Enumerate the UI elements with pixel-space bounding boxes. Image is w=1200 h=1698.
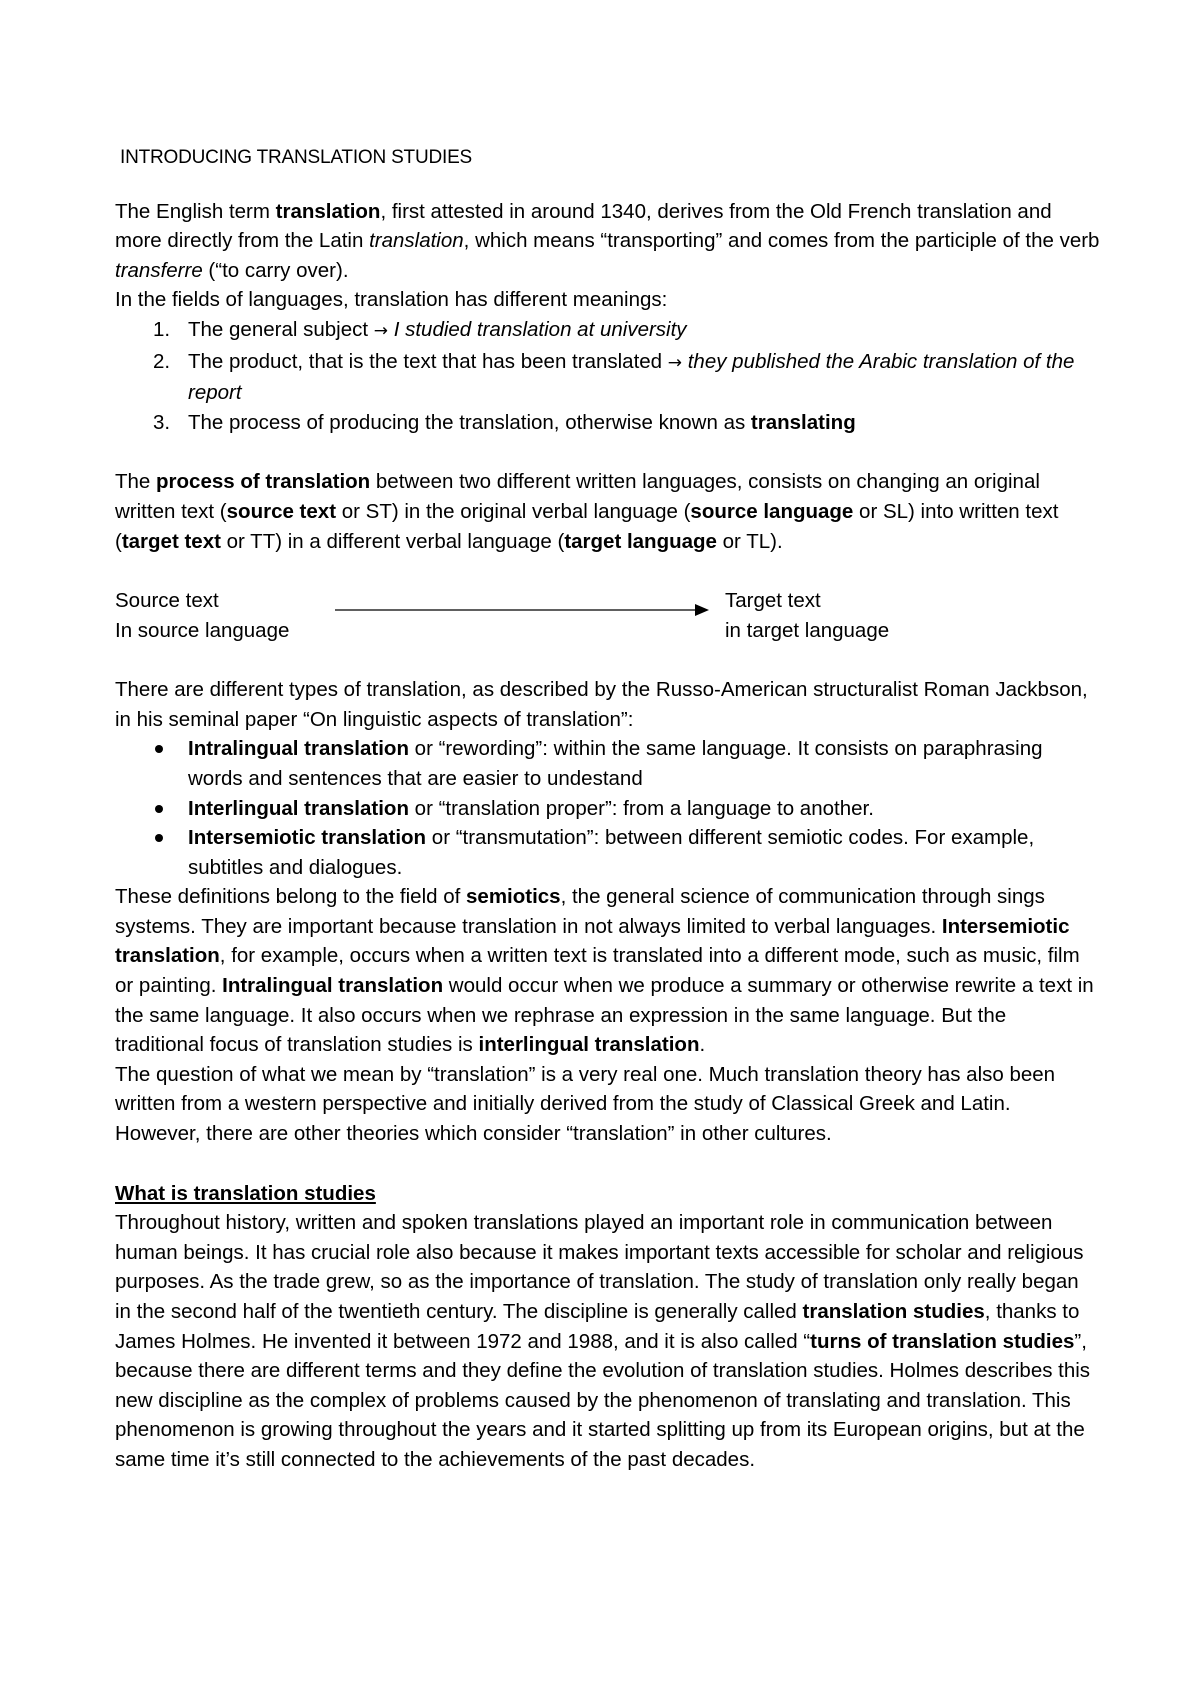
- meanings-list: [115, 315, 1100, 437]
- text-run: The: [115, 470, 157, 494]
- text-run: , first attested in around 1340, derives from the Old French translation and more directly from the Latin: [115, 199, 1052, 253]
- text-run: (“to carry over).: [202, 258, 349, 282]
- bold-term: Intralingual translation: [222, 974, 444, 998]
- list-text: The process of producing the translation, otherwise known as: [188, 410, 751, 434]
- italic-term: translation: [369, 229, 464, 253]
- text-run: , the general science of communication through sings systems. They are important because translation in not always limited to verbal languages.: [115, 885, 1045, 938]
- bold-term: translation: [275, 199, 381, 223]
- bullet-icon: [155, 805, 163, 813]
- document-body: [115, 143, 1100, 1475]
- bold-term: source language: [690, 499, 854, 523]
- list-text: or “transmutation”: between different semiotic codes. For example, subtitles and dialogues.: [188, 826, 1035, 879]
- spacer: [115, 1149, 1100, 1179]
- paragraph-semiotics: [115, 882, 1100, 1060]
- diagram-target: [725, 586, 889, 645]
- list-item: [115, 408, 1100, 438]
- text-run: or ST) in the original verbal language (: [336, 499, 691, 523]
- diagram-source: [115, 586, 289, 645]
- paragraph-history: [115, 1208, 1100, 1474]
- arrow-right-icon: →: [667, 352, 683, 373]
- source-text-label: Source text: [115, 589, 219, 613]
- text-run: , for example, occurs when a written text is translated into a different mode, such as music, film or painting.: [115, 944, 1080, 998]
- list-item: [115, 347, 1100, 408]
- spacer: [115, 556, 1100, 586]
- bold-term: target language: [564, 529, 717, 553]
- list-item: [115, 823, 1100, 882]
- bold-term: Intersemiotic translation: [115, 914, 1070, 968]
- bold-term: process of translation: [156, 470, 371, 494]
- bold-term: translation studies: [802, 1300, 985, 1323]
- arrow-head: [695, 604, 709, 616]
- text-run: .: [699, 1033, 706, 1057]
- bold-term: semiotics: [466, 885, 561, 909]
- example-text: I studied translation at university: [388, 317, 687, 341]
- target-language-label: in target language: [725, 618, 890, 642]
- types-list: [115, 734, 1100, 882]
- bold-term: source text: [226, 499, 337, 523]
- spacer: [115, 437, 1100, 467]
- text-run: or SL) into written text (: [115, 499, 1059, 553]
- bold-term: translating: [750, 410, 856, 434]
- bold-term: target text: [121, 529, 221, 553]
- bold-term: Interlingual translation: [188, 796, 409, 820]
- source-language-label: In source language: [115, 618, 290, 642]
- list-text: or “rewording”: within the same language. It consists on paraphrasing words and sentences that are easier to undestand: [188, 737, 1043, 790]
- text-run: or TT) in a different verbal language (: [220, 529, 565, 553]
- arrow-right-icon: [335, 598, 710, 622]
- paragraph-question: The question of what we mean by “translation” is a very real one. Much translation theory has also been written from a western perspective and initially derived from the study of Classical Greek and Latin. However, there are other theories which consider “translation” in other cultures.: [115, 1062, 1056, 1146]
- arrow-right-icon: →: [373, 320, 389, 341]
- example-text: they published the Arabic translation of the report: [188, 349, 1075, 405]
- text-run: would occur when we produce a summary or otherwise rewrite a text in the same language. It also occurs when we rephrase an expression in the same language. But the traditional focus of translation studies is: [115, 974, 1094, 1057]
- list-text: The general subject: [188, 317, 374, 341]
- bold-term: interlingual translation: [478, 1033, 700, 1057]
- spacer: [115, 645, 1100, 675]
- text-run: , which means “transporting” and comes from the participle of the verb: [463, 229, 1100, 253]
- list-text: or “translation proper”: from a language to another.: [408, 796, 874, 820]
- bold-term: turns of translation studies: [810, 1329, 1075, 1353]
- list-item: [115, 794, 1100, 824]
- text-run: These definitions belong to the field of: [115, 885, 467, 909]
- text-run: Throughout history, written and spoken translations played an important role in communication between human beings. It has crucial role also because it makes important texts accessible for scholar and religious purposes. As the trade grew, so as the importance of translation. The study of translation only really began in the second half of the twentieth century. The discipline is generally called: [115, 1211, 1084, 1323]
- target-text-label: Target text: [725, 589, 821, 613]
- text-run: or TL).: [716, 529, 783, 553]
- paragraph-process: [115, 467, 1100, 556]
- italic-term: transferre: [115, 258, 203, 282]
- bullet-icon: [155, 834, 163, 842]
- list-number: 1.: [153, 317, 171, 341]
- bold-term: Intralingual translation: [188, 737, 409, 761]
- section-heading: What is translation studies: [115, 1181, 376, 1205]
- paragraph-etymology: [115, 197, 1100, 286]
- text-run: , thanks to James Holmes. He invented it between 1972 and 1988, and it is also called “: [115, 1300, 1080, 1353]
- bold-term: Intersemiotic translation: [188, 826, 427, 850]
- list-text: The product, that is the text that has been translated: [188, 349, 668, 373]
- bullet-icon: [155, 745, 163, 753]
- text-run: ”, because there are different terms and they define the evolution of translation studies. Holmes describes this new discipline as the complex of problems caused by the phenomenon of translating and translation. This phenomenon is growing throughout the years and it started splitting up from its European origins, but at the same time it’s still connected to the achievements of the past decades.: [115, 1329, 1091, 1471]
- text-run: between two different written languages, consists on changing an original written text (: [115, 470, 1040, 523]
- translation-diagram: [115, 586, 1100, 645]
- list-number: 2.: [153, 349, 171, 373]
- paragraph-types-intro: There are different types of translation, as described by the Russo-American structuralist Roman Jackbson, in his seminal paper “On linguistic aspects of translation”:: [115, 678, 1088, 731]
- list-number: 3.: [153, 410, 171, 434]
- text-run: The English term: [115, 199, 276, 223]
- list-item: [115, 734, 1100, 793]
- document-title: INTRODUCING TRANSLATION STUDIES: [120, 147, 473, 168]
- paragraph-meanings-intro: In the fields of languages, translation has different meanings:: [115, 288, 668, 312]
- list-item: [115, 315, 1100, 347]
